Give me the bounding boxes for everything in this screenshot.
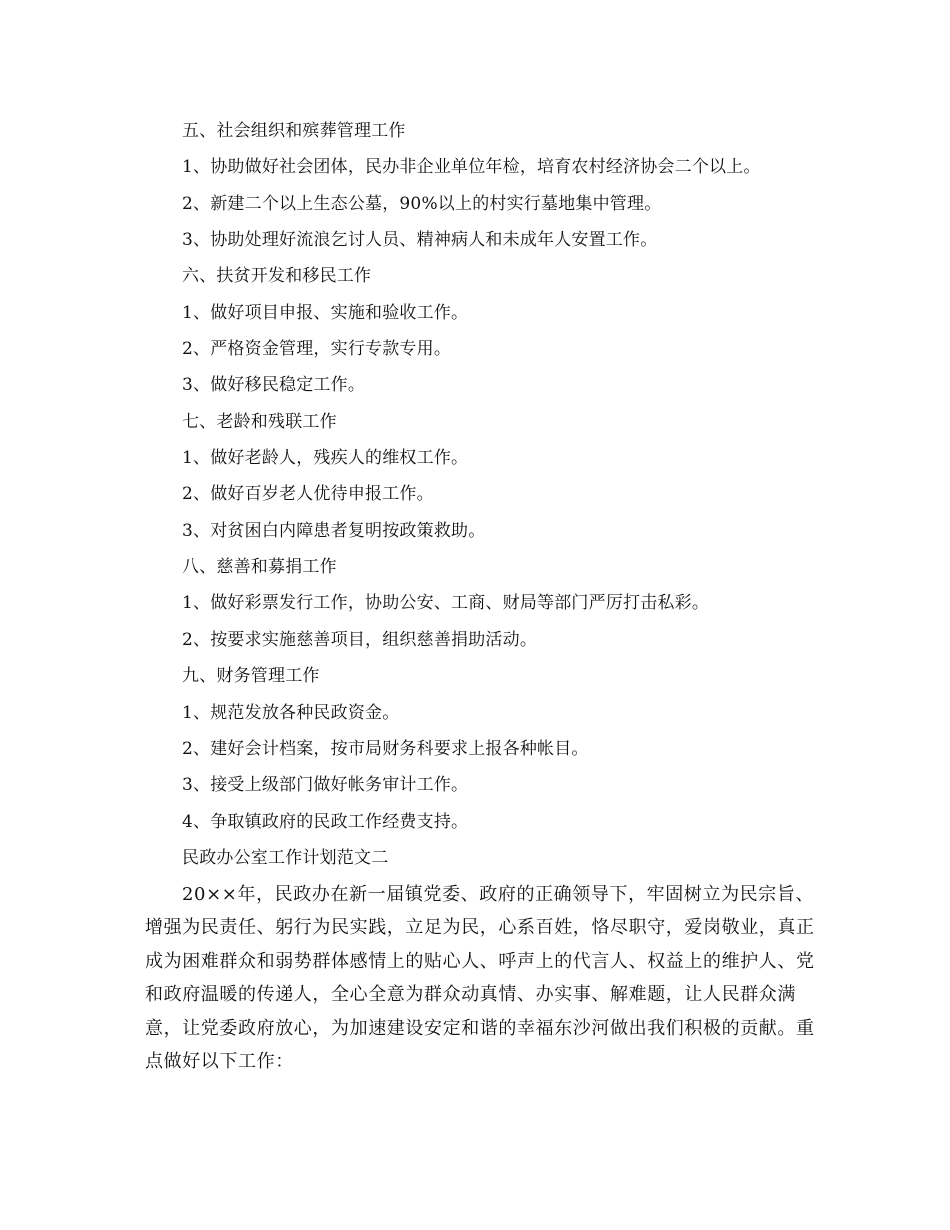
list-item: 2、新建二个以上生态公墓，90%以上的村实行墓地集中管理。 <box>182 194 662 214</box>
list-item: 3、接受上级部门做好帐务审计工作。 <box>182 775 469 795</box>
list-item: 1、做好彩票发行工作，协助公安、工商、财局等部门严厉打击私彩。 <box>182 593 710 613</box>
list-item: 1、做好项目申报、实施和验收工作。 <box>182 303 469 323</box>
section-heading-5: 五、社会组织和殡葬管理工作 <box>182 121 406 141</box>
section-heading-6: 六、扶贫开发和移民工作 <box>182 266 372 286</box>
list-item: 3、协助处理好流浪乞讨人员、精神病人和未成年人安置工作。 <box>182 230 658 250</box>
list-item: 4、争取镇政府的民政工作经费支持。 <box>182 812 469 832</box>
list-item: 1、规范发放各种民政资金。 <box>182 703 400 723</box>
list-item: 2、严格资金管理，实行专款专用。 <box>182 339 452 359</box>
list-item: 2、做好百岁老人优待申报工作。 <box>182 484 434 504</box>
list-item: 3、做好移民稳定工作。 <box>182 375 366 395</box>
list-item: 2、按要求实施慈善项目，组织慈善捐助活动。 <box>182 630 538 650</box>
list-item: 3、对贫困白内障患者复明按政策救助。 <box>182 521 486 541</box>
section-heading-9: 九、财务管理工作 <box>182 666 320 686</box>
body-paragraph <box>145 878 815 1078</box>
document-subtitle: 民政办公室工作计划范文二 <box>182 848 389 868</box>
section-heading-8: 八、慈善和募捐工作 <box>182 557 337 577</box>
paragraph-text: 20××年，民政办在新一届镇党委、政府的正确领导下，牢固树立为民宗旨、增强为民责任、躬行为民实践，立足为民，心系百姓，恪尽职守，爱岗敬业，真正成为困难群众和弱势群体感情上的贴心人、呼声上的代言人、权益上的维护人、党和政府温暖的传递人，全心全意为群众动真情、办实事、解难题，让人民群众满意，让党委政府放心，为加速建设安定和谐的幸福东沙河做出我们积极的贡献。重点做好以下工作： <box>145 884 815 1073</box>
list-item: 2、建好会计档案，按市局财务科要求上报各种帐目。 <box>182 739 589 759</box>
section-heading-7: 七、老龄和残联工作 <box>182 412 337 432</box>
list-item: 1、协助做好社会团体，民办非企业单位年检，培育农村经济协会二个以上。 <box>182 157 761 177</box>
list-item: 1、做好老龄人，残疾人的维权工作。 <box>182 448 469 468</box>
